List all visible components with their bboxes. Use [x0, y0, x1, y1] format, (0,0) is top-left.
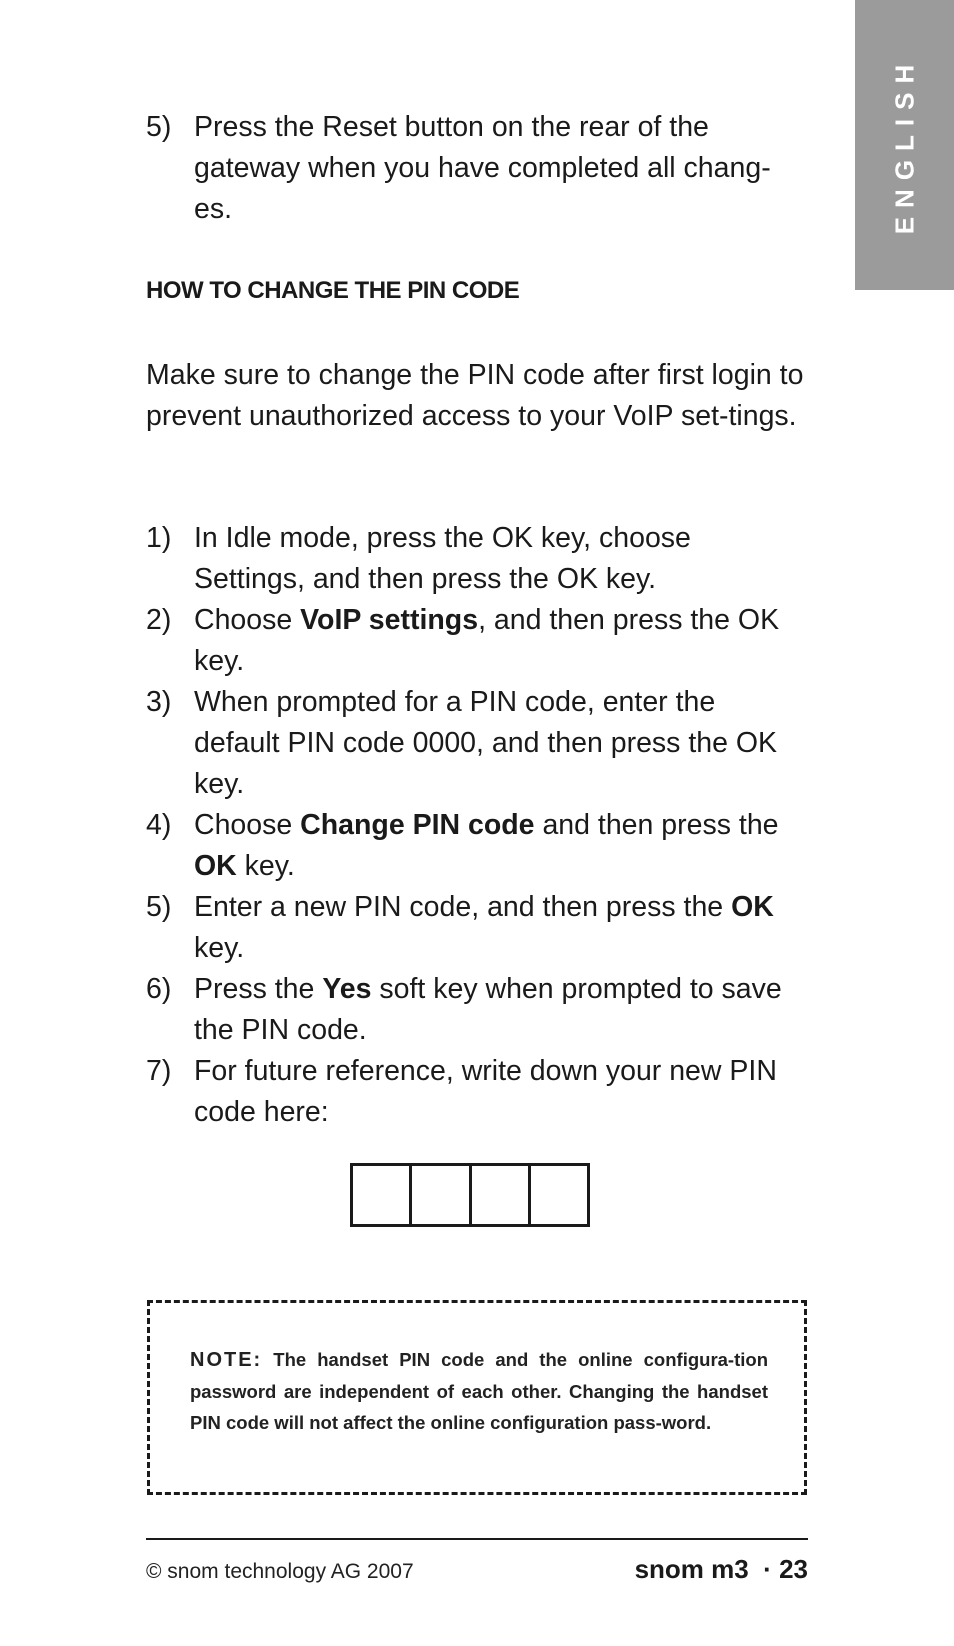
step-text: Press the Reset button on the rear of the gateway when you have completed all chang-es. [194, 111, 771, 225]
list-item [146, 682, 806, 805]
pin-steps-list [146, 518, 806, 1133]
step-number: 3) [146, 686, 172, 718]
step-text: Enter a new PIN code, and then press the [194, 891, 732, 923]
step-emphasis: OK [194, 850, 237, 882]
brand-logo: snom m3 [634, 1554, 749, 1584]
page-number: 23 [779, 1554, 808, 1584]
pin-digit-box[interactable] [472, 1166, 531, 1224]
section-heading: HOW TO CHANGE THE PIN CODE [146, 277, 520, 304]
footer-page-info [635, 1554, 808, 1585]
pin-digit-box[interactable] [412, 1166, 471, 1224]
step-text: When prompted for a PIN code, enter the default PIN code 0000, and then press the OK key. [194, 686, 778, 800]
step-text: In Idle mode, press the OK key, choose Settings, and then press the OK key. [194, 522, 691, 595]
list-item [146, 805, 806, 887]
step-emphasis: OK [731, 891, 774, 923]
intro-paragraph: Make sure to change the PIN code after first login to prevent unauthorized access to your VoIP set-tings. [146, 359, 804, 432]
pin-digit-box[interactable] [531, 1166, 587, 1224]
language-tab-label: ENGLISH [889, 55, 919, 235]
list-item [146, 518, 806, 600]
list-item [146, 107, 806, 230]
step-text: soft key when prompted to save the PIN code. [194, 973, 782, 1046]
note-text [190, 1344, 768, 1438]
step-number: 7) [146, 1055, 172, 1087]
list-item [146, 969, 806, 1051]
step-emphasis: Change PIN code [300, 809, 535, 841]
pin-digit-box[interactable] [353, 1166, 412, 1224]
step-number: 4) [146, 809, 172, 841]
note-body: The handset PIN code and the online configura-tion password are independent of each other. Changing the handset PIN code will not affect the online configuration pass-word. [190, 1349, 768, 1433]
footer-separator: · [763, 1554, 772, 1584]
list-item [146, 887, 806, 969]
previous-steps-list [146, 107, 806, 230]
step-number: 1) [146, 522, 172, 554]
language-tab [855, 0, 954, 290]
footer-divider [146, 1538, 808, 1540]
step-text: key. [194, 932, 245, 964]
step-emphasis: VoIP settings [300, 604, 479, 636]
step-text: For future reference, write down your new PIN code here: [194, 1055, 777, 1128]
step-text: Choose [194, 604, 301, 636]
step-number: 5) [146, 111, 172, 143]
step-text: , and then press the OK key. [194, 604, 780, 677]
footer-copyright: © snom technology AG 2007 [146, 1560, 414, 1583]
step-text: Press the [194, 973, 323, 1005]
step-number: 5) [146, 891, 172, 923]
step-text: Choose [194, 809, 301, 841]
step-text: and then press the [534, 809, 779, 841]
step-text: key. [236, 850, 295, 882]
note-label: NOTE: [190, 1349, 263, 1371]
step-number: 6) [146, 973, 172, 1005]
list-item [146, 1051, 806, 1133]
step-number: 2) [146, 604, 172, 636]
list-item [146, 600, 806, 682]
note-box [147, 1300, 807, 1495]
pin-code-boxes [350, 1163, 590, 1227]
step-emphasis: Yes [322, 973, 372, 1005]
